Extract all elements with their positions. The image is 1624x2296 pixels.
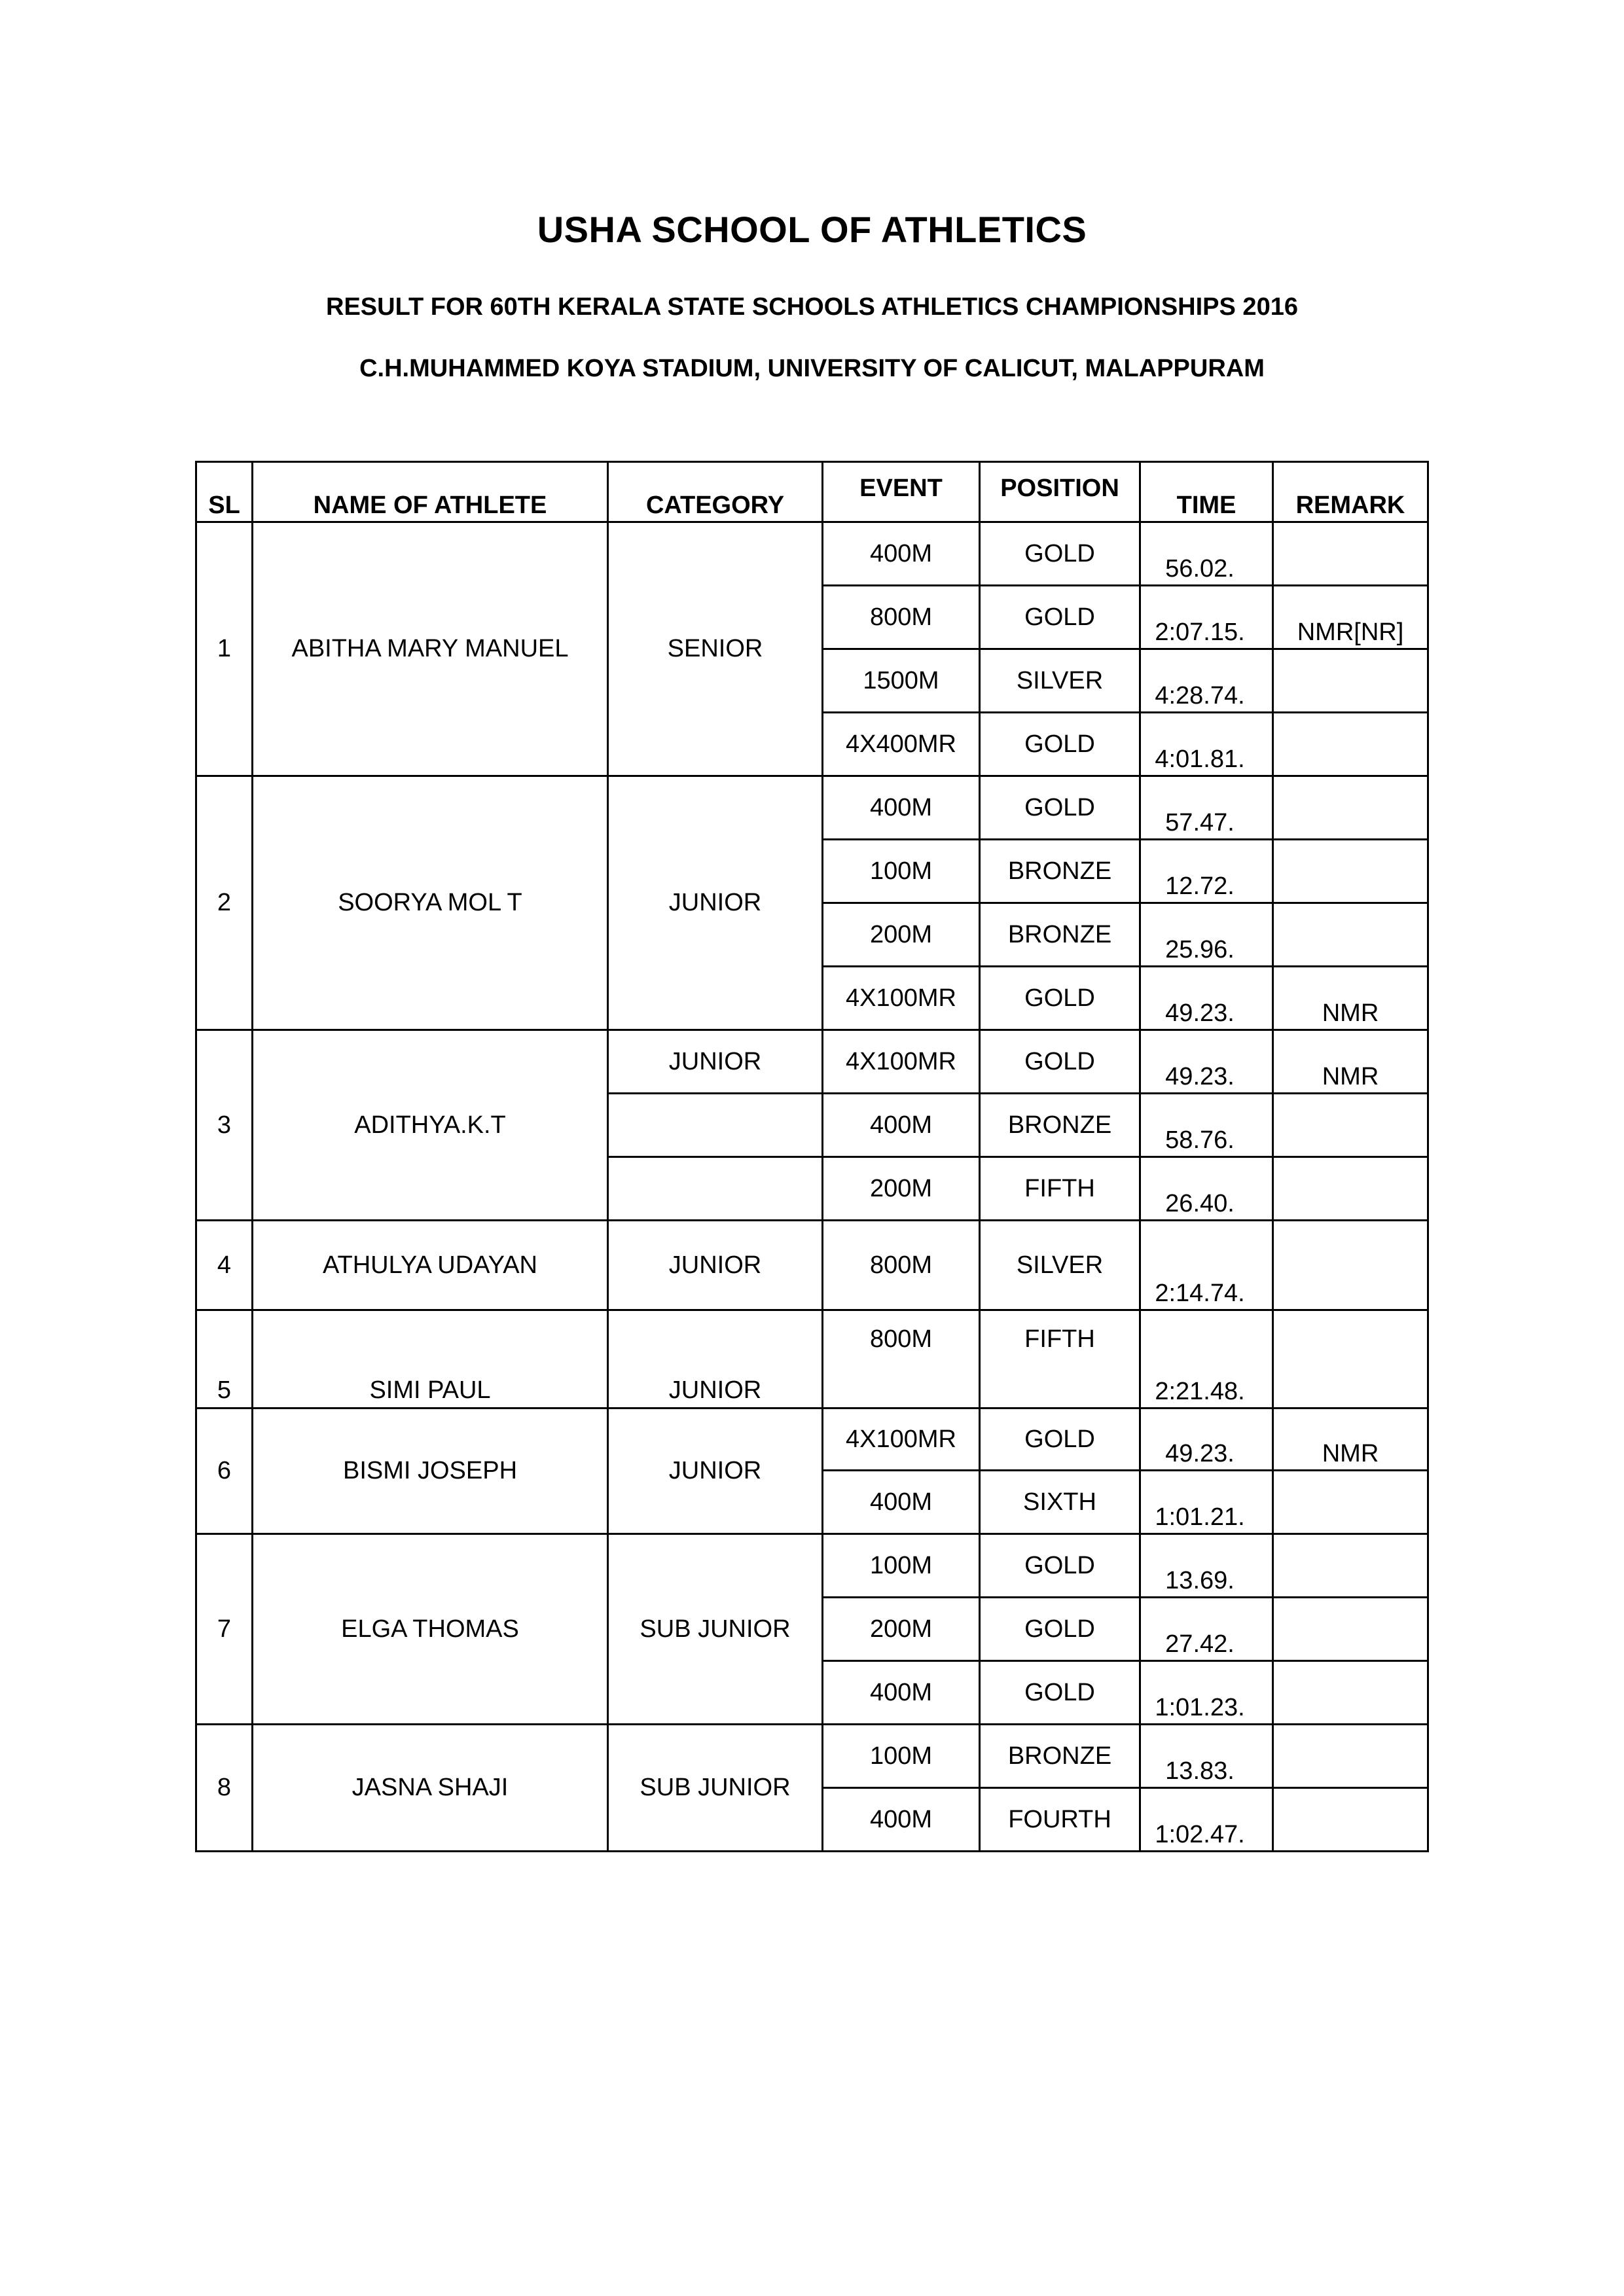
time-cell: 4:28.74. — [1140, 649, 1273, 713]
table-row — [196, 522, 1428, 586]
athlete-name-cell: BISMI JOSEPH — [253, 1408, 608, 1534]
remark-cell — [1273, 1534, 1428, 1598]
time-cell: 49.23. — [1140, 967, 1273, 1030]
header-time: TIME — [1140, 462, 1273, 522]
athlete-name-cell: ADITHYA.K.T — [253, 1030, 608, 1221]
event-cell: 400M — [823, 1471, 980, 1534]
position-cell: GOLD — [980, 586, 1140, 649]
category-cell: JUNIOR — [608, 1030, 823, 1094]
sl-cell: 6 — [196, 1408, 253, 1534]
category-cell: SUB JUNIOR — [608, 1725, 823, 1852]
position-cell: FOURTH — [980, 1788, 1140, 1852]
header-row — [196, 462, 1428, 522]
event-cell: 400M — [823, 522, 980, 586]
athlete-name-cell: SIMI PAUL — [253, 1310, 608, 1408]
time-cell: 2:21.48. — [1140, 1310, 1273, 1408]
time-cell: 57.47. — [1140, 776, 1273, 840]
position-cell: BRONZE — [980, 840, 1140, 903]
time-cell: 58.76. — [1140, 1094, 1273, 1157]
category-cell: JUNIOR — [608, 1408, 823, 1534]
remark-cell — [1273, 1788, 1428, 1852]
event-cell: 400M — [823, 1094, 980, 1157]
remark-cell — [1273, 1310, 1428, 1408]
position-cell: FIFTH — [980, 1157, 1140, 1221]
position-cell: GOLD — [980, 713, 1140, 776]
position-cell: GOLD — [980, 1030, 1140, 1094]
event-cell: 100M — [823, 1534, 980, 1598]
position-cell: GOLD — [980, 1598, 1140, 1661]
time-cell: 1:01.21. — [1140, 1471, 1273, 1534]
position-cell: FIFTH — [980, 1310, 1140, 1408]
time-cell: 49.23. — [1140, 1030, 1273, 1094]
remark-cell — [1273, 713, 1428, 776]
remark-cell — [1273, 1094, 1428, 1157]
time-cell: 56.02. — [1140, 522, 1273, 586]
header-name: NAME OF ATHLETE — [253, 462, 608, 522]
category-cell: JUNIOR — [608, 1310, 823, 1408]
time-cell: 26.40. — [1140, 1157, 1273, 1221]
table-row — [196, 1534, 1428, 1598]
event-cell: 200M — [823, 1157, 980, 1221]
position-cell: GOLD — [980, 1408, 1140, 1471]
table-row — [196, 1408, 1428, 1471]
event-cell: 4X100MR — [823, 1408, 980, 1471]
time-cell: 2:14.74. — [1140, 1221, 1273, 1310]
event-cell: 4X400MR — [823, 713, 980, 776]
athlete-name-cell: ELGA THOMAS — [253, 1534, 608, 1725]
event-cell: 200M — [823, 1598, 980, 1661]
time-cell: 13.69. — [1140, 1534, 1273, 1598]
remark-cell — [1273, 1157, 1428, 1221]
remark-cell: NMR — [1273, 967, 1428, 1030]
position-cell: GOLD — [980, 1534, 1140, 1598]
time-cell: 25.96. — [1140, 903, 1273, 967]
event-cell: 4X100MR — [823, 1030, 980, 1094]
event-cell: 800M — [823, 1221, 980, 1310]
athlete-name-cell: ATHULYA UDAYAN — [253, 1221, 608, 1310]
athlete-name-cell: ABITHA MARY MANUEL — [253, 522, 608, 776]
position-cell: SILVER — [980, 1221, 1140, 1310]
category-cell: SENIOR — [608, 522, 823, 776]
remark-cell — [1273, 776, 1428, 840]
remark-cell — [1273, 1598, 1428, 1661]
position-cell: GOLD — [980, 967, 1140, 1030]
athlete-name-cell: JASNA SHAJI — [253, 1725, 608, 1852]
event-cell: 400M — [823, 1788, 980, 1852]
sl-cell: 1 — [196, 522, 253, 776]
position-cell: GOLD — [980, 1661, 1140, 1725]
header-remark: REMARK — [1273, 462, 1428, 522]
table-row — [196, 1221, 1428, 1310]
event-cell: 1500M — [823, 649, 980, 713]
category-cell: JUNIOR — [608, 776, 823, 1030]
position-cell: SIXTH — [980, 1471, 1140, 1534]
time-cell: 27.42. — [1140, 1598, 1273, 1661]
remark-cell — [1273, 1221, 1428, 1310]
header-category: CATEGORY — [608, 462, 823, 522]
time-cell: 13.83. — [1140, 1725, 1273, 1788]
document-subtitle: RESULT FOR 60TH KERALA STATE SCHOOLS ATHLETICS CHAMPIONSHIPS 2016 — [326, 293, 1298, 321]
event-cell: 400M — [823, 1661, 980, 1725]
time-cell: 2:07.15. — [1140, 586, 1273, 649]
event-cell: 4X100MR — [823, 967, 980, 1030]
event-cell: 800M — [823, 586, 980, 649]
header-event: EVENT — [823, 462, 980, 522]
sl-cell: 4 — [196, 1221, 253, 1310]
results-table — [195, 461, 1429, 1852]
remark-cell: NMR — [1273, 1408, 1428, 1471]
position-cell: GOLD — [980, 776, 1140, 840]
sl-cell: 8 — [196, 1725, 253, 1852]
athlete-name-cell: SOORYA MOL T — [253, 776, 608, 1030]
sl-cell: 3 — [196, 1030, 253, 1221]
position-cell: BRONZE — [980, 1725, 1140, 1788]
position-cell: BRONZE — [980, 903, 1140, 967]
event-cell: 100M — [823, 1725, 980, 1788]
venue-line: C.H.MUHAMMED KOYA STADIUM, UNIVERSITY OF CALICUT, MALAPPURAM — [359, 355, 1265, 382]
sl-cell: 7 — [196, 1534, 253, 1725]
sl-cell: 5 — [196, 1310, 253, 1408]
category-cell-empty — [608, 1094, 823, 1157]
header-position: POSITION — [980, 462, 1140, 522]
table-row — [196, 776, 1428, 840]
remark-cell: NMR[NR] — [1273, 586, 1428, 649]
remark-cell — [1273, 903, 1428, 967]
event-cell: 800M — [823, 1310, 980, 1408]
remark-cell — [1273, 649, 1428, 713]
table-row — [196, 1310, 1428, 1408]
table-row — [196, 1030, 1428, 1094]
event-cell: 100M — [823, 840, 980, 903]
time-cell: 12.72. — [1140, 840, 1273, 903]
header-sl: SL — [196, 462, 253, 522]
position-cell: GOLD — [980, 522, 1140, 586]
table-row — [196, 1725, 1428, 1788]
time-cell: 1:01.23. — [1140, 1661, 1273, 1725]
category-cell: SUB JUNIOR — [608, 1534, 823, 1725]
remark-cell — [1273, 840, 1428, 903]
position-cell: BRONZE — [980, 1094, 1140, 1157]
sl-cell: 2 — [196, 776, 253, 1030]
remark-cell: NMR — [1273, 1030, 1428, 1094]
time-cell: 4:01.81. — [1140, 713, 1273, 776]
remark-cell — [1273, 1471, 1428, 1534]
event-cell: 400M — [823, 776, 980, 840]
time-cell: 49.23. — [1140, 1408, 1273, 1471]
position-cell: SILVER — [980, 649, 1140, 713]
event-cell: 200M — [823, 903, 980, 967]
document-title: USHA SCHOOL OF ATHLETICS — [537, 209, 1087, 250]
time-cell: 1:02.47. — [1140, 1788, 1273, 1852]
remark-cell — [1273, 1661, 1428, 1725]
remark-cell — [1273, 1725, 1428, 1788]
category-cell: JUNIOR — [608, 1221, 823, 1310]
category-cell-empty — [608, 1157, 823, 1221]
remark-cell — [1273, 522, 1428, 586]
